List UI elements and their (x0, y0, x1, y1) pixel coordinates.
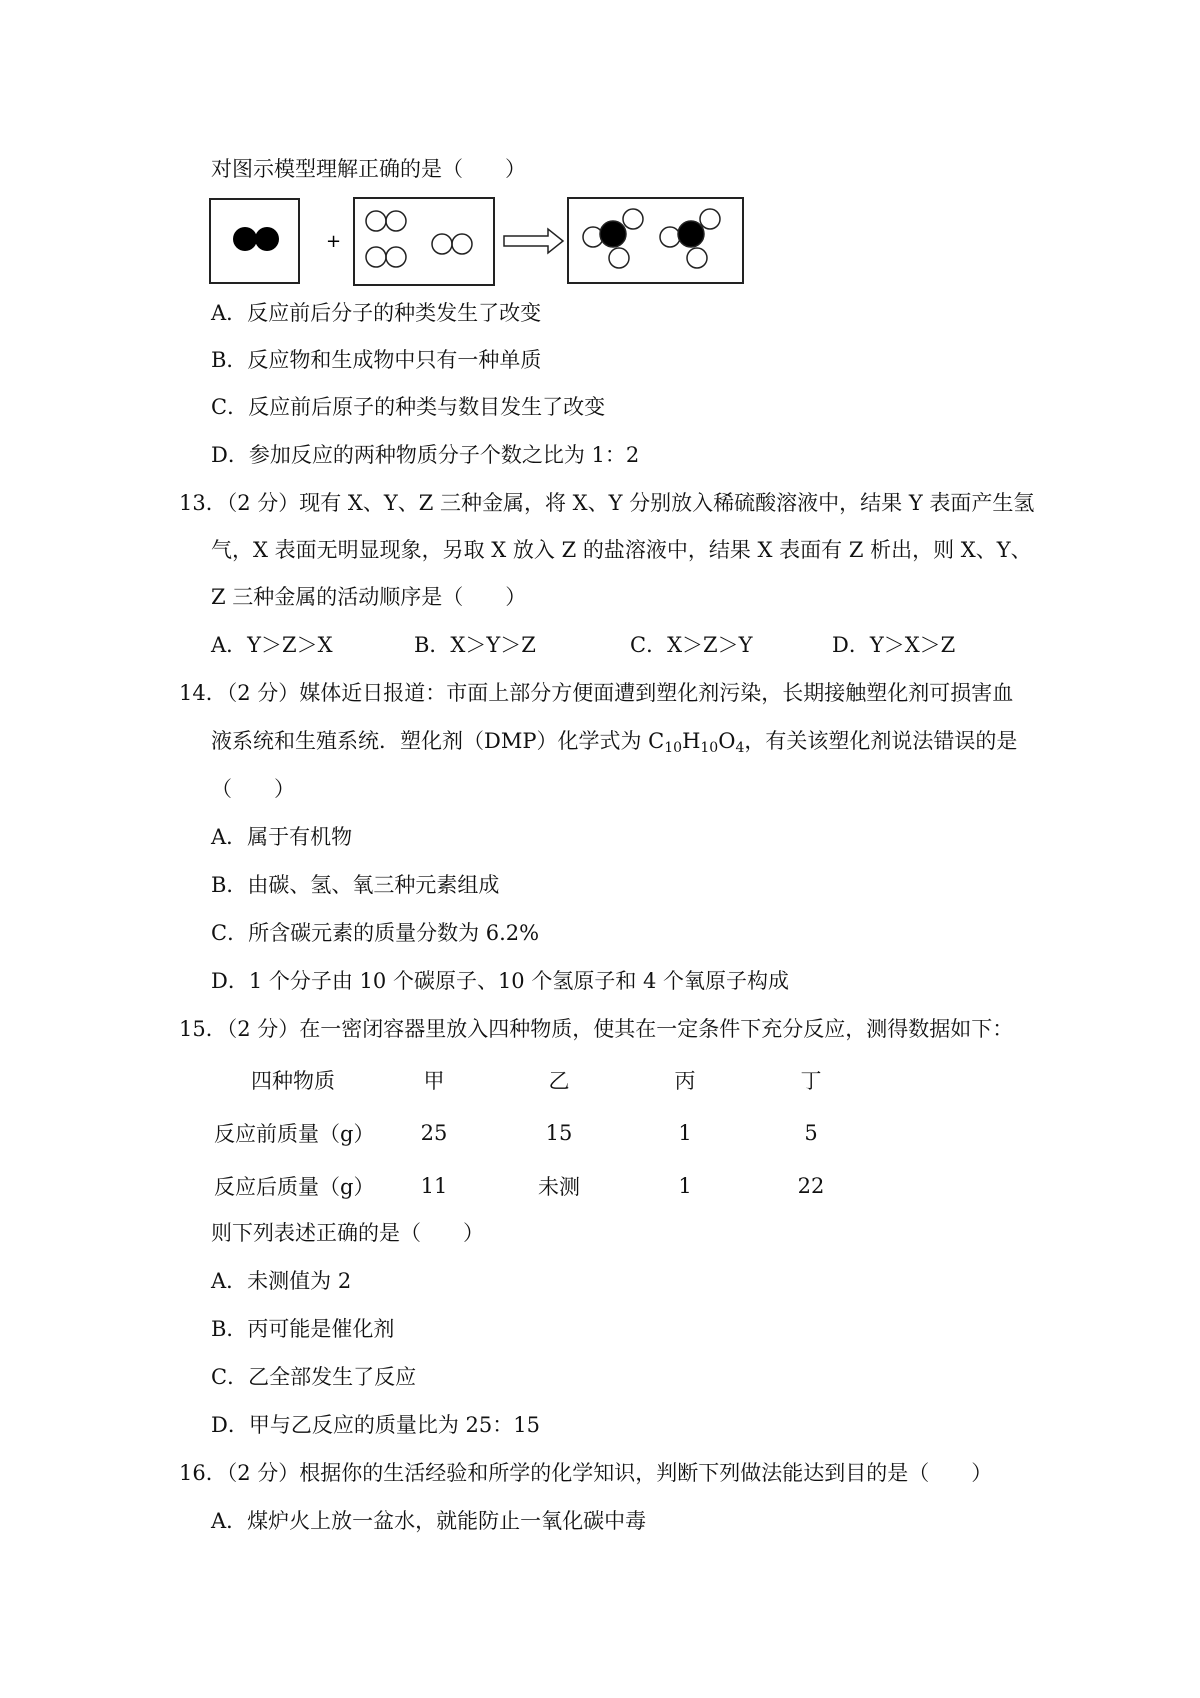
q14-option-a: A．属于有机物 (211, 825, 353, 849)
q13-line-1: 13．（2 分）现有 X、Y、Z 三种金属，将 X、Y 分别放入稀硫酸溶液中，结果 Y 表面产生氢 (179, 491, 1035, 515)
table-cell: 22 (797, 1173, 825, 1198)
table-header-row (214, 1053, 874, 1106)
table-cell: 5 (804, 1120, 818, 1145)
q15-option-b: B．丙可能是催化剂 (211, 1317, 395, 1341)
table-header-cell: 甲 (423, 1068, 445, 1093)
q13-option-b: B．X＞Y＞Z (414, 633, 536, 657)
q14-line-3: （ ） (211, 777, 295, 801)
arrow-icon (504, 229, 563, 253)
q14-line-1: 14．（2 分）媒体近日报道：市面上部分方便面遭到塑化剂污染，长期接触塑化剂可损害血 (179, 681, 1014, 705)
mass-data-table (214, 1053, 874, 1212)
q14-line-2: 液系统和生殖系统．塑化剂（DMP）化学式为 $C_{10}H_{10}O_4$，有关该塑化剂说法错误的是 (211, 729, 1018, 756)
q13-option-c: C．X＞Z＞Y (630, 633, 753, 657)
table-cell: 未测 (538, 1174, 580, 1199)
table-cell: 11 (420, 1173, 448, 1198)
table-header-cell: 乙 (548, 1068, 570, 1093)
dmp-formula: $C_{10}H_{10}O_4$ (648, 729, 745, 756)
table-cell: 1 (678, 1173, 692, 1198)
q16-option-a: A．煤炉火上放一盆水，就能防止一氧化碳中毒 (211, 1509, 647, 1533)
table-row (214, 1106, 874, 1159)
q14-option-d: D．1 个分子由 10 个碳原子、10 个氢原子和 4 个氧原子构成 (211, 969, 790, 993)
q12-option-a: A．反应前后分子的种类发生了改变 (211, 301, 542, 325)
table-cell: 反应前质量（g） (214, 1121, 375, 1146)
plus-sign: + (326, 231, 342, 252)
table-header-cell: 丁 (800, 1068, 822, 1093)
q15-line-1: 15．（2 分）在一密闭容器里放入四种物质，使其在一定条件下充分反应，测得数据如下： (179, 1017, 1014, 1041)
q13-line-3: Z 三种金属的活动顺序是（ ） (211, 585, 527, 609)
q13-line-2: 气，X 表面无明显现象，另取 X 放入 Z 的盐溶液中，结果 X 表面有 Z 析出，则 X、Y、 (211, 538, 1032, 562)
q15-option-d: D．甲与乙反应的质量比为 25：15 (211, 1413, 540, 1437)
q15-option-a: A．未测值为 2 (211, 1269, 352, 1293)
reactant-box-1 (210, 199, 299, 283)
table-cell: 1 (678, 1120, 692, 1145)
product-box (568, 198, 743, 283)
q13-option-d: D．Y＞X＞Z (832, 633, 956, 657)
q12-option-c: C．反应前后原子的种类与数目发生了改变 (211, 395, 606, 419)
q14-option-c: C．所含碳元素的质量分数为 6.2% (211, 921, 540, 945)
molecule-model-diagram (208, 196, 748, 288)
q15-stem: 则下列表述正确的是（ ） (211, 1221, 484, 1245)
q12-stem: 对图示模型理解正确的是（ ） (211, 157, 526, 181)
q12-option-b: B．反应物和生成物中只有一种单质 (211, 348, 542, 372)
table-row (214, 1159, 874, 1212)
table-cell: 反应后质量（g） (214, 1174, 375, 1199)
q15-option-c: C．乙全部发生了反应 (211, 1365, 417, 1389)
q16-line-1: 16．（2 分）根据你的生活经验和所学的化学知识，判断下列做法能达到目的是（ ） (179, 1461, 993, 1485)
table-cell: 25 (420, 1120, 448, 1145)
reactant-box-2 (354, 198, 494, 285)
q13-option-a: A．Y＞Z＞X (211, 633, 333, 657)
table-header-cell: 丙 (674, 1068, 696, 1093)
table-header-cell: 四种物质 (251, 1068, 335, 1093)
table-cell: 15 (545, 1120, 573, 1145)
q12-option-d: D．参加反应的两种物质分子个数之比为 1：2 (211, 443, 640, 467)
q14-option-b: B．由碳、氢、氧三种元素组成 (211, 873, 500, 897)
